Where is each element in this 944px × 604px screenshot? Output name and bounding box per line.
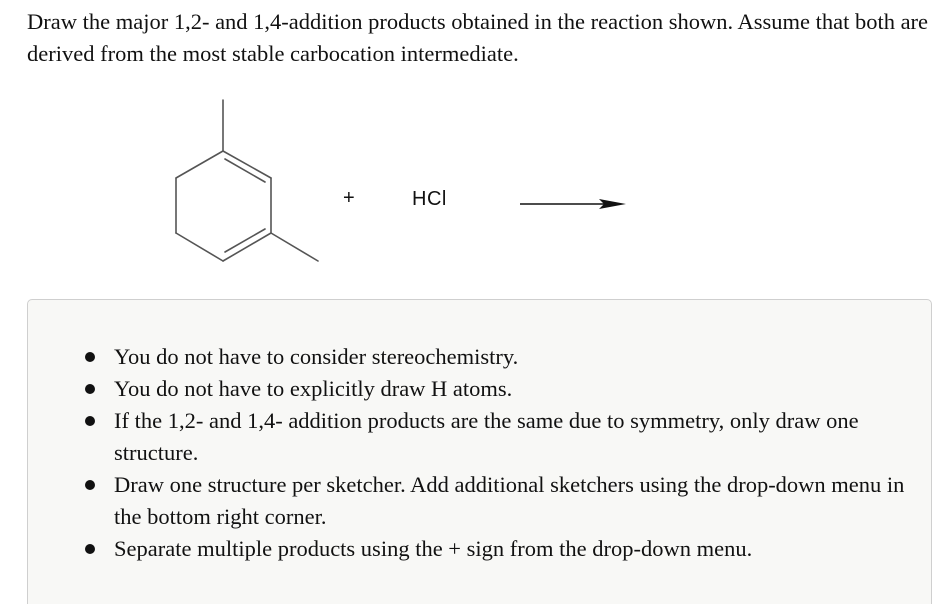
ring-bond-1	[223, 151, 271, 178]
reaction-arrow	[520, 199, 626, 209]
instruction-text: Separate multiple products using the + sign from the drop-down menu.	[114, 536, 753, 561]
reagent-hcl: HCl	[412, 188, 447, 210]
question-text: Draw the major 1,2- and 1,4-addition products obtained in the reaction shown. Assume that both are derived from the most stable carbocation intermediate.	[27, 9, 929, 66]
bullet-icon	[85, 544, 95, 554]
ring-bond-3	[223, 233, 271, 261]
instruction-text: You do not have to explicitly draw H atoms.	[114, 376, 513, 401]
instruction-item	[28, 341, 908, 373]
bullet-icon	[85, 480, 95, 490]
instruction-text: If the 1,2- and 1,4- addition products are the same due to symmetry, only draw one structure.	[114, 408, 859, 465]
bullet-icon	[85, 352, 95, 362]
reaction-drawing	[0, 90, 944, 280]
instruction-item	[28, 469, 908, 533]
instruction-text: You do not have to consider stereochemistry.	[114, 344, 519, 369]
right-methyl-bond	[271, 233, 318, 261]
instruction-text: Draw one structure per sketcher. Add additional sketchers using the drop-down menu in the bottom right corner.	[114, 472, 905, 529]
instructions-list	[28, 341, 908, 565]
instruction-item	[28, 405, 908, 469]
instruction-item	[28, 533, 908, 565]
instruction-item	[28, 373, 908, 405]
bullet-icon	[85, 384, 95, 394]
reactant-molecule	[176, 100, 318, 261]
ring-bond-4	[176, 233, 223, 261]
plus-sign: +	[343, 187, 355, 209]
instructions-box	[27, 299, 932, 604]
reaction-scheme	[0, 90, 944, 280]
ring-bond-6	[176, 151, 223, 178]
bullet-icon	[85, 416, 95, 426]
